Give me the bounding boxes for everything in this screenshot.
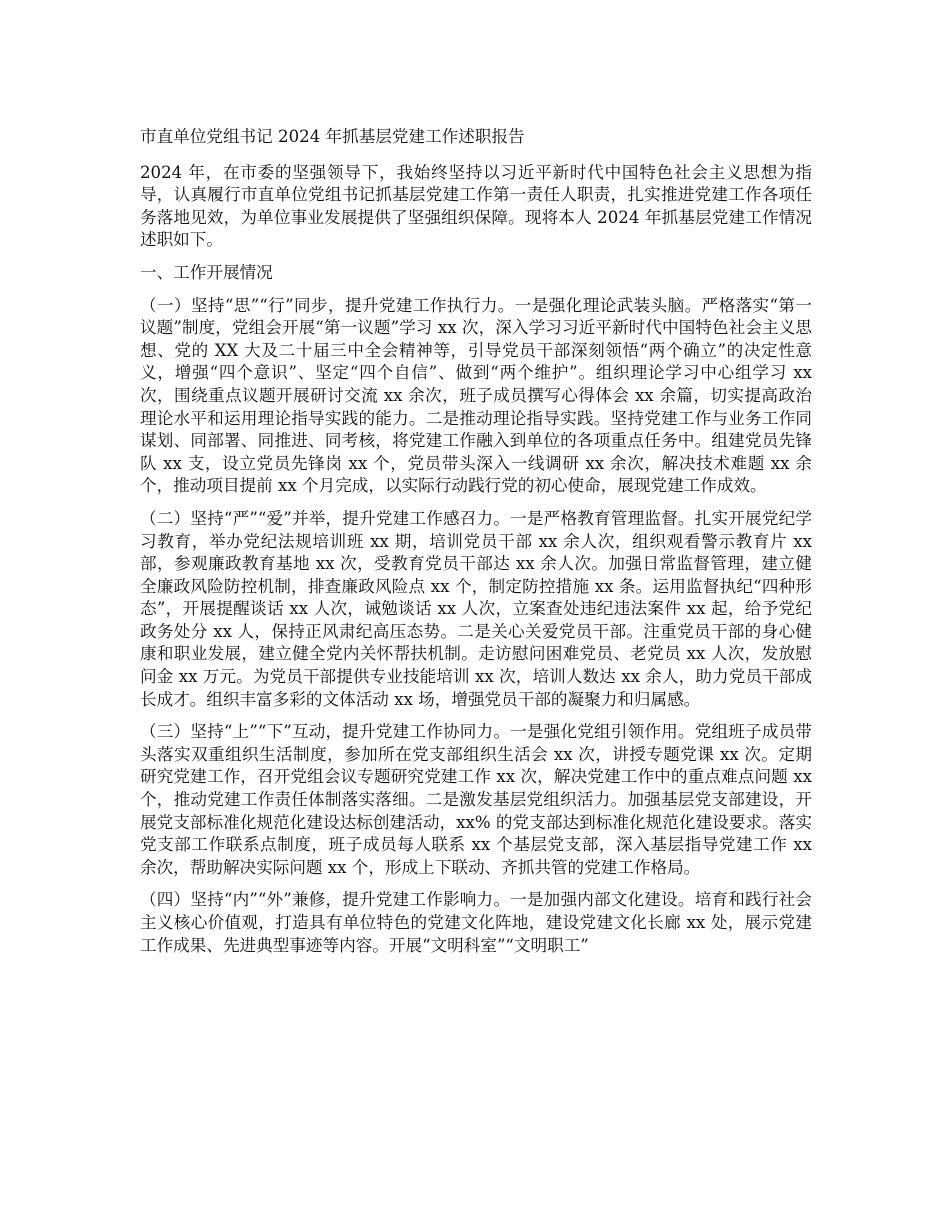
paragraph-2: （二）坚持“严”“爱”并举，提升党建工作感召力。一是严格教育管理监督。扎实开展党纪学习教育，举办党纪法规培训班 xx 期，培训党员干部 xx 余人次，组织观看警示教育片 xx 部，参观廉政教育基地 xx 次，受教育党员干部达 xx 余人次。加强日常监督管理，建立健全廉政风险防控机制，排查廉政风险点 xx 个，制定防控措施 xx 条。运用监督执纪“四种形态”，开展提醒谈话 xx 人次，诫勉谈话 xx 人次，立案查处违纪违法案件 xx 起，给予党纪政务处分 xx 人，保持正风肃纪高压态势。二是关心关爱党员干部。注重党员干部的身心健康和职业发展，建立健全党内关怀帮扶机制。走访慰问困难党员、老党员 xx 人次，发放慰问金 xx 万元。为党员干部提供专业技能培训 xx 次，培训人数达 xx 余人，助力党员干部成长成才。组织丰富多彩的文体活动 xx 场，增强党员干部的凝聚力和归属感。 <box>140 508 812 709</box>
paragraph-1: （一）坚持“思”“行”同步，提升党建工作执行力。一是强化理论武装头脑。严格落实“第一议题”制度，党组会开展“第一议题”学习 xx 次，深入学习习近平新时代中国特色社会主义思想、党的 XX 大及二十届三中全会精神等，引导党员干部深刻领悟“两个确立”的决定性意义，增强“四个意识”、坚定“四个自信”、做到“两个维护”。组织理论学习中心组学习 xx 次，围绕重点议题开展研讨交流 xx 余次，班子成员撰写心得体会 xx 余篇，切实提高政治理论水平和运用理论指导实践的能力。二是推动理论指导实践。坚持党建工作与业务工作同谋划、同部署、同推进、同考核，将党建工作融入到单位的各项重点任务中。组建党员先锋队 xx 支，设立党员先锋岗 xx 个，党员带头深入一线调研 xx 余次，解决技术难题 xx 余个，推动项目提前 xx 个月完成，以实际行动践行党的初心使命，展现党建工作成效。 <box>140 295 812 496</box>
document-page <box>140 126 812 967</box>
paragraph-3: （三）坚持“上”“下”互动，提升党建工作协同力。一是强化党组引领作用。党组班子成员带头落实双重组织生活制度，参加所在党支部组织生活会 xx 次，讲授专题党课 xx 次。定期研究党建工作，召开党组会议专题研究党建工作 xx 次，解决党建工作中的重点难点问题 xx 个，推动党建工作责任体制落实落细。二是激发基层党组织活力。加强基层党支部建设，开展党支部标准化规范化建设达标创建活动，xx% 的党支部达到标准化规范化建设要求。落实党支部工作联系点制度，班子成员每人联系 xx 个基层党支部，深入基层指导党建工作 xx 余次，帮助解决实际问题 xx 个，形成上下联动、齐抓共管的党建工作格局。 <box>140 722 812 877</box>
section-heading-1: 一、工作开展情况 <box>140 262 273 282</box>
intro-paragraph: 2024 年，在市委的坚强领导下，我始终坚持以习近平新时代中国特色社会主义思想为指导，认真履行市直单位党组书记抓基层党建工作第一责任人职责，扎实推进党建工作各项任务落地见效，为单位事业发展提供了坚强组织保障。现将本人 2024 年抓基层党建工作情况述职如下。 <box>140 162 812 250</box>
paragraph-4: （四）坚持“内”“外”兼修，提升党建工作影响力。一是加强内部文化建设。培育和践行社会主义核心价值观，打造具有单位特色的党建文化阵地，建设党建文化长廊 xx 处，展示党建工作成果、先进典型事迹等内容。开展“文明科室”“文明职工” <box>140 890 812 955</box>
document-title: 市直单位党组书记 2024 年抓基层党建工作述职报告 <box>140 127 525 146</box>
